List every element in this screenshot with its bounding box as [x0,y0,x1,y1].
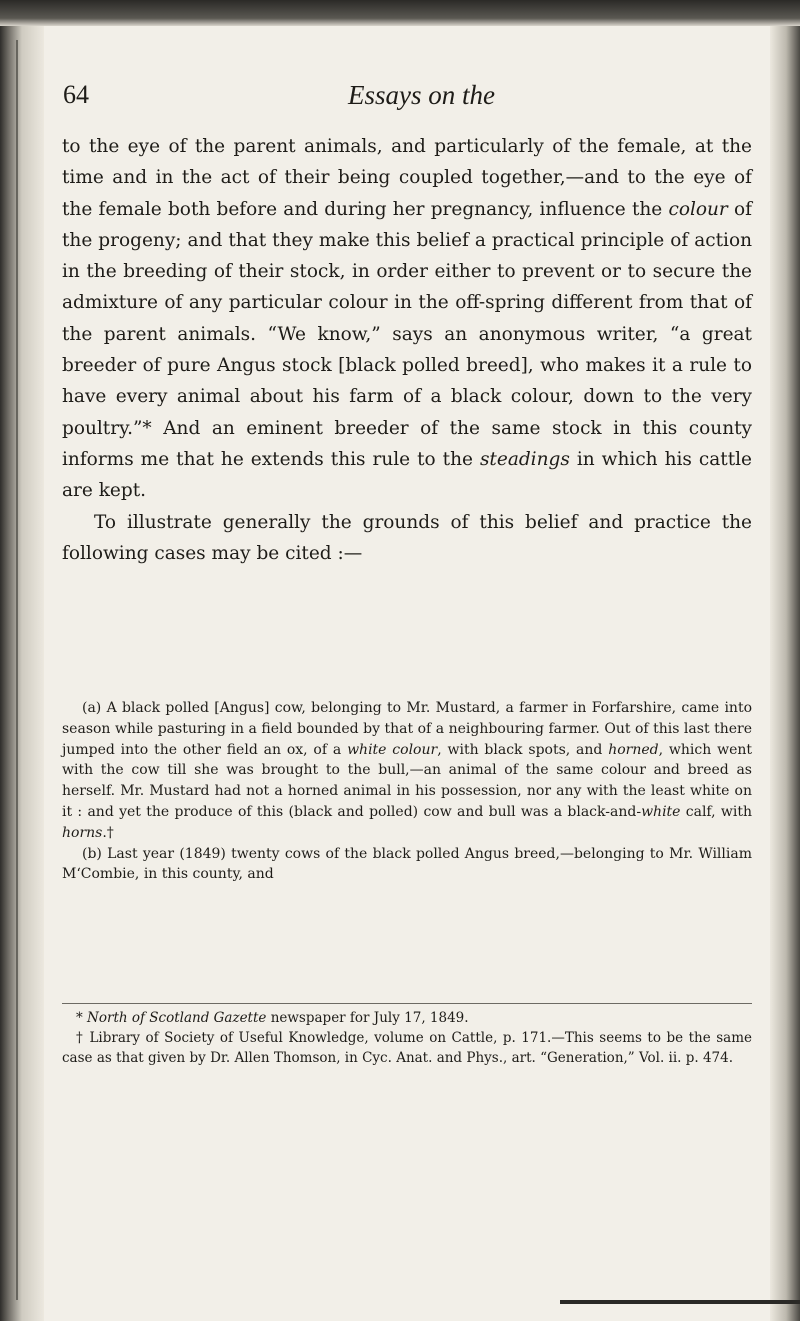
paragraph-2: To illustrate generally the grounds of this belief and practice the following cases may be cited :— [62,511,752,564]
page-bottom-rule [560,1300,800,1304]
footnote-2: † Library of Society of Useful Knowledge, volume on Cattle, p. 171.—This seems to be the same case as that given by Dr. Allen Thomson, in Cyc. Anat. and Phys., art. “Generation,” Vol. ii. p. 474. [62,1030,752,1066]
paragraph-1: to the eye of the parent animals, and particularly of the female, at the time and in the act of their being coupled together,—and to the eye of the female both before and during her pregnancy, influence the colour of the progeny; and that they make this belief a practical principle of action in the breeding of their stock, in order either to prevent or to secure the admixture of any particular colour in the off-spring different from that of the parent animals. “We know,” says an anonymous writer, “a great breeder of pure Angus stock [black polled breed], who makes it a rule to have every animal about his farm of a black colour, down to the very poultry.”* And an eminent breeder of the same stock in this county informs me that he extends this rule to the steadings in which his cattle are kept. [62,136,752,502]
cases-block [62,698,752,885]
case-a: (a) A black polled [Angus] cow, belonging to Mr. Mustard, a farmer in Forfarshire, came into season while pasturing in a field bounded by that of a neighbouring farmer. Out of this last there jumped into the other field an ox, of a white colour, with black spots, and horned, which went with the cow till she was brought to the bull,—an animal of the same colour and breed as herself. Mr. Mustard had not a horned animal in his possession, nor any with the least white on it : and yet the produce of this (black and polled) cow and bull was a black-and-white calf, with horns.† [62,700,752,841]
book-gutter-top [0,0,800,26]
case-b: (b) Last year (1849) twenty cows of the black polled Angus breed,—belonging to Mr. William M‘Combie, in this county, and [62,845,752,883]
page-right-edge [770,26,800,1321]
page-header [63,80,753,112]
footnote-1: * North of Scotland Gazette newspaper for July 17, 1849. [76,1010,469,1026]
running-head: Essays on the [348,80,495,110]
binding-line [16,40,18,1300]
emphasis-colour: colour [668,198,728,220]
page-number: 64 [63,80,89,109]
footnote-rule [62,1003,752,1004]
book-binding-edge [0,26,44,1321]
main-text [62,131,752,569]
emphasis-steadings: steadings [479,448,570,470]
footnotes [62,1008,752,1068]
